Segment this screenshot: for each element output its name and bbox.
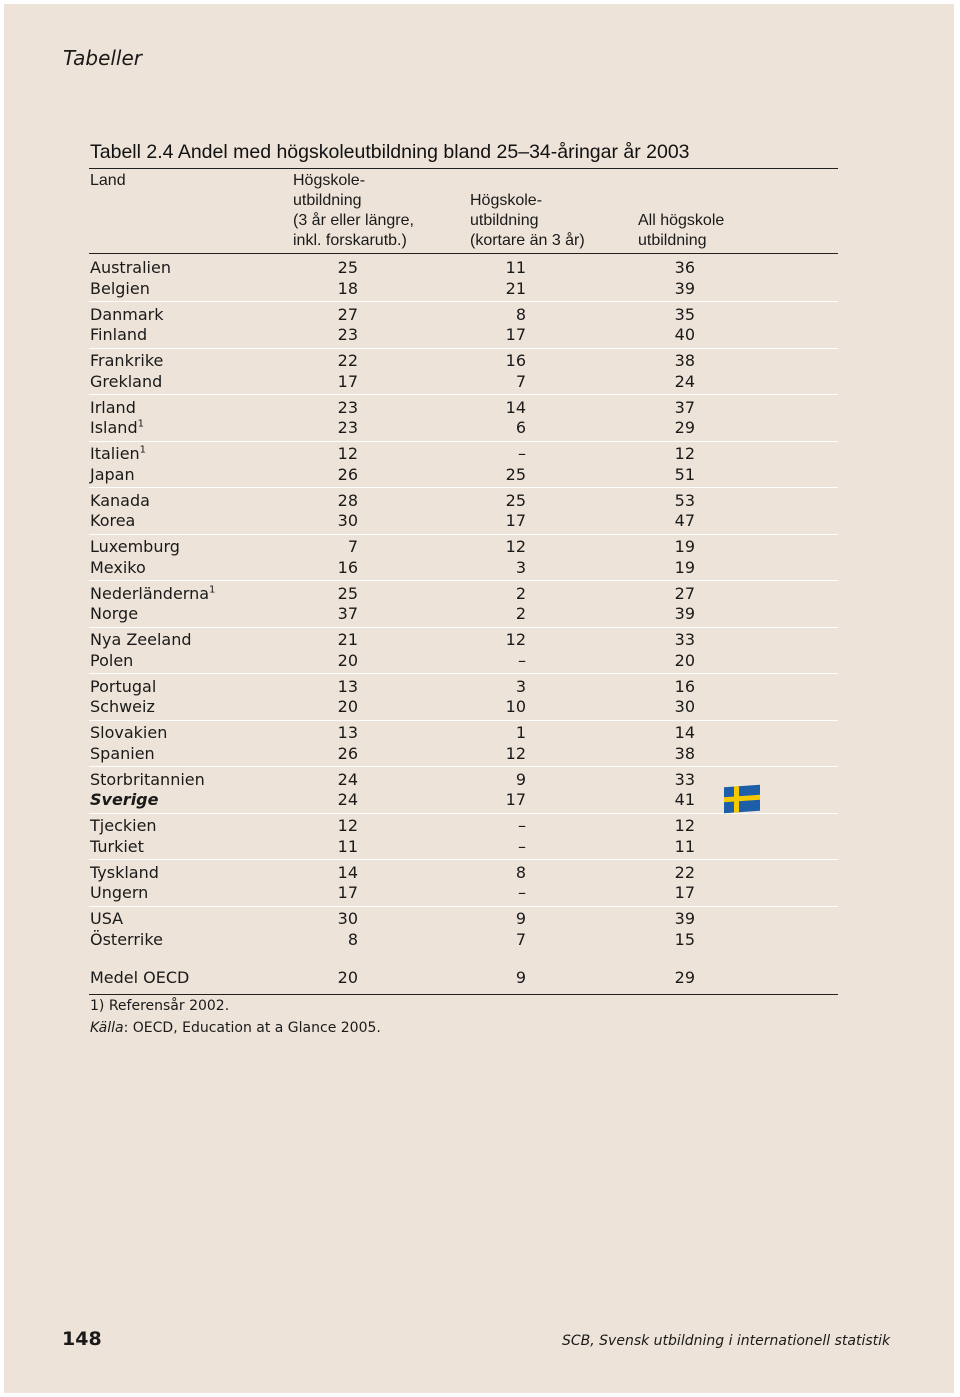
value-cell-c2: 2: [515, 604, 526, 623]
value-cell-c3: 12: [674, 444, 695, 463]
row-group-separator: [89, 673, 838, 674]
value-cell-c2: 21: [505, 278, 526, 298]
country-cell: Finland: [90, 325, 148, 344]
value-cell-c1: 30: [337, 511, 358, 530]
value-cell-c1: 26: [337, 464, 358, 484]
country-cell: Spanien: [90, 743, 155, 763]
table-row: [0, 372, 960, 392]
value-cell-c3: 39: [674, 604, 695, 623]
country-cell: Slovakien: [90, 723, 168, 742]
table-row: [0, 279, 960, 299]
value-cell-c2: 3: [515, 557, 526, 577]
value-cell-c3: 16: [674, 676, 695, 696]
value-cell-c3: 35: [674, 304, 695, 324]
value-cell-c3: 36: [674, 258, 695, 277]
value-cell-c3: 19: [674, 557, 695, 577]
value-cell-c1: 20: [337, 697, 358, 716]
value-cell-c3: 33: [674, 630, 695, 649]
table-row: [0, 790, 960, 810]
value-cell-c1: 13: [337, 723, 358, 742]
average-row: Medel OECD 20 9 29: [90, 968, 695, 987]
value-cell-c1: 16: [337, 557, 358, 577]
header-col3: All högskole utbildning: [638, 212, 725, 249]
value-cell-c3: 19: [674, 537, 695, 556]
value-cell-c2: 17: [505, 325, 526, 344]
value-cell-c2: –: [518, 883, 526, 902]
country-cell: Korea: [90, 511, 136, 530]
value-cell-c2: 7: [515, 371, 526, 391]
country-cell: Sverige: [90, 790, 159, 809]
value-cell-c2: 3: [515, 676, 526, 696]
table-row: [0, 677, 960, 697]
table-row: [0, 604, 960, 624]
country-cell: Nederländerna$^1$: [90, 583, 216, 603]
table-row: [0, 418, 960, 438]
country-cell: Australien: [90, 258, 171, 277]
country-cell: Grekland: [90, 371, 163, 391]
country-cell: Polen: [90, 650, 134, 670]
value-cell-c1: 25: [337, 583, 358, 603]
country-cell: Japan: [90, 464, 135, 484]
value-cell-c2: 25: [505, 464, 526, 484]
value-cell-c2: 16: [505, 351, 526, 370]
source-note: Källa: OECD, Education at a Glance 2005.: [90, 1020, 381, 1036]
value-cell-c1: 28: [337, 490, 358, 510]
country-cell: Luxemburg: [90, 537, 180, 556]
table-row: [0, 744, 960, 764]
value-cell-c1: 20: [337, 650, 358, 670]
row-group-separator: [89, 906, 838, 907]
country-cell: Kanada: [90, 490, 150, 510]
row-group-separator: [89, 394, 838, 395]
value-cell-c3: 37: [674, 397, 695, 417]
value-cell-c1: 8: [347, 929, 358, 949]
row-group-separator: [89, 301, 838, 302]
value-cell-c3: 53: [674, 490, 695, 510]
footnote-marker: 1: [139, 444, 147, 456]
value-cell-c1: 37: [337, 604, 358, 623]
country-cell: Frankrike: [90, 351, 164, 370]
value-cell-c1: 23: [337, 325, 358, 344]
value-cell-c1: 21: [337, 630, 358, 649]
footnote-marker: 1: [137, 418, 144, 430]
value-cell-c1: 17: [337, 371, 358, 391]
row-group-separator: [89, 534, 838, 535]
value-cell-c2: 1: [515, 723, 526, 742]
value-cell-c3: 27: [674, 583, 695, 603]
value-cell-c1: 23: [337, 397, 358, 417]
header-col2: Högskole- utbildning (kortare än 3 år): [470, 192, 585, 249]
value-cell-c1: 17: [337, 883, 358, 902]
row-group-separator: [89, 859, 838, 860]
value-cell-c3: 12: [674, 816, 695, 835]
value-cell-c2: 12: [505, 537, 526, 556]
table-row: [0, 930, 960, 950]
value-cell-c1: 7: [347, 537, 358, 556]
value-cell-c3: 38: [674, 351, 695, 370]
value-cell-c2: 11: [505, 258, 526, 277]
country-cell: Nya Zeeland: [90, 630, 192, 649]
row-group-separator: [89, 487, 838, 488]
country-cell: Irland: [90, 397, 136, 417]
country-cell: Tyskland: [90, 862, 159, 882]
row-group-separator: [89, 627, 838, 628]
table-row: [0, 863, 960, 883]
country-cell: Tjeckien: [90, 816, 157, 835]
table-row: [0, 770, 960, 790]
value-cell-c2: –: [518, 816, 526, 835]
value-cell-c3: 22: [674, 862, 695, 882]
table-row: [0, 630, 960, 650]
value-cell-c3: 20: [674, 650, 695, 670]
country-cell: Turkiet: [90, 836, 144, 856]
value-cell-c2: 25: [505, 490, 526, 510]
value-cell-c3: 41: [674, 790, 695, 809]
table-row: [0, 883, 960, 903]
section-heading: Tabeller: [63, 46, 143, 70]
value-cell-c1: 18: [337, 278, 358, 298]
header-top-rule: [89, 168, 838, 169]
value-cell-c1: 24: [337, 790, 358, 809]
value-cell-c1: 30: [337, 909, 358, 928]
header-land: Land: [90, 172, 126, 189]
value-cell-c3: 33: [674, 769, 695, 789]
table-row: [0, 837, 960, 857]
country-cell: Ungern: [90, 883, 149, 902]
value-cell-c3: 11: [674, 836, 695, 856]
running-footer: SCB, Svensk utbildning i internationell statistik: [562, 1333, 891, 1349]
value-cell-c3: 39: [674, 278, 695, 298]
value-cell-c3: 47: [674, 511, 695, 530]
country-cell: Storbritannien: [90, 769, 205, 789]
value-cell-c3: 29: [674, 418, 695, 437]
table-row: [0, 351, 960, 371]
country-cell: Mexiko: [90, 557, 146, 577]
value-cell-c2: 9: [515, 769, 526, 789]
table-row: [0, 444, 960, 464]
table-row: [0, 909, 960, 929]
table-row: [0, 651, 960, 671]
value-cell-c3: 39: [674, 909, 695, 928]
value-cell-c1: 22: [337, 351, 358, 370]
table-row: [0, 511, 960, 531]
value-cell-c2: 7: [515, 929, 526, 949]
table-row: [0, 697, 960, 717]
footnote: 1) Referensår 2002.: [90, 998, 230, 1014]
value-cell-c3: 40: [674, 325, 695, 344]
value-cell-c1: 26: [337, 743, 358, 763]
value-cell-c1: 13: [337, 676, 358, 696]
value-cell-c1: 25: [337, 258, 358, 277]
country-cell: Schweiz: [90, 697, 155, 716]
country-cell: Danmark: [90, 304, 164, 324]
page-number: 148: [62, 1328, 102, 1350]
value-cell-c2: 6: [515, 418, 526, 437]
table-row: [0, 558, 960, 578]
country-cell: Italien$^1$: [90, 444, 147, 463]
header-col1: Högskole- utbildning (3 år eller längre, inkl. forskarutb.): [293, 172, 414, 249]
country-cell: Norge: [90, 604, 139, 623]
table-row: [0, 258, 960, 278]
table-bottom-rule: [89, 994, 838, 995]
country-cell: Portugal: [90, 676, 157, 696]
header-bottom-rule: [89, 253, 838, 254]
table-row: [0, 465, 960, 485]
row-group-separator: [89, 766, 838, 767]
table-row: [0, 325, 960, 345]
value-cell-c3: 14: [674, 723, 695, 742]
table-row: [0, 491, 960, 511]
value-cell-c2: 17: [505, 790, 526, 809]
row-group-separator: [89, 720, 838, 721]
value-cell-c2: –: [518, 836, 526, 856]
value-cell-c3: 38: [674, 743, 695, 763]
value-cell-c2: 2: [515, 583, 526, 603]
country-cell: Belgien: [90, 278, 150, 298]
value-cell-c2: 12: [505, 743, 526, 763]
country-cell: USA: [90, 909, 124, 928]
row-group-separator: [89, 441, 838, 442]
value-cell-c1: 14: [337, 862, 358, 882]
value-cell-c2: 8: [515, 304, 526, 324]
value-cell-c1: 12: [337, 816, 358, 835]
value-cell-c2: –: [518, 650, 526, 670]
table-row: [0, 537, 960, 557]
value-cell-c1: 12: [337, 444, 358, 463]
table-row: [0, 305, 960, 325]
value-cell-c2: 12: [505, 630, 526, 649]
table-row: [0, 816, 960, 836]
value-cell-c1: 23: [337, 418, 358, 437]
country-cell: Island$^1$: [90, 418, 144, 437]
value-cell-c2: 9: [515, 909, 526, 928]
value-cell-c2: 14: [505, 397, 526, 417]
table-title: Tabell 2.4 Andel med högskoleutbildning bland 25–34-åringar år 2003: [90, 141, 690, 163]
country-cell: Österrike: [90, 929, 163, 949]
value-cell-c2: –: [518, 444, 526, 463]
value-cell-c3: 24: [674, 371, 695, 391]
value-cell-c1: 27: [337, 304, 358, 324]
footnote-marker: 1: [209, 584, 216, 596]
table-row: [0, 584, 960, 604]
value-cell-c2: 10: [505, 697, 526, 716]
sweden-flag-icon: [724, 785, 760, 814]
table-row: [0, 723, 960, 743]
value-cell-c2: 17: [505, 511, 526, 530]
row-group-separator: [89, 580, 838, 581]
value-cell-c1: 11: [337, 836, 358, 856]
value-cell-c3: 15: [674, 929, 695, 949]
value-cell-c3: 17: [674, 883, 695, 902]
value-cell-c3: 51: [674, 464, 695, 484]
value-cell-c1: 24: [337, 769, 358, 789]
value-cell-c2: 8: [515, 862, 526, 882]
value-cell-c3: 30: [674, 697, 695, 716]
row-group-separator: [89, 348, 838, 349]
table-row: [0, 398, 960, 418]
